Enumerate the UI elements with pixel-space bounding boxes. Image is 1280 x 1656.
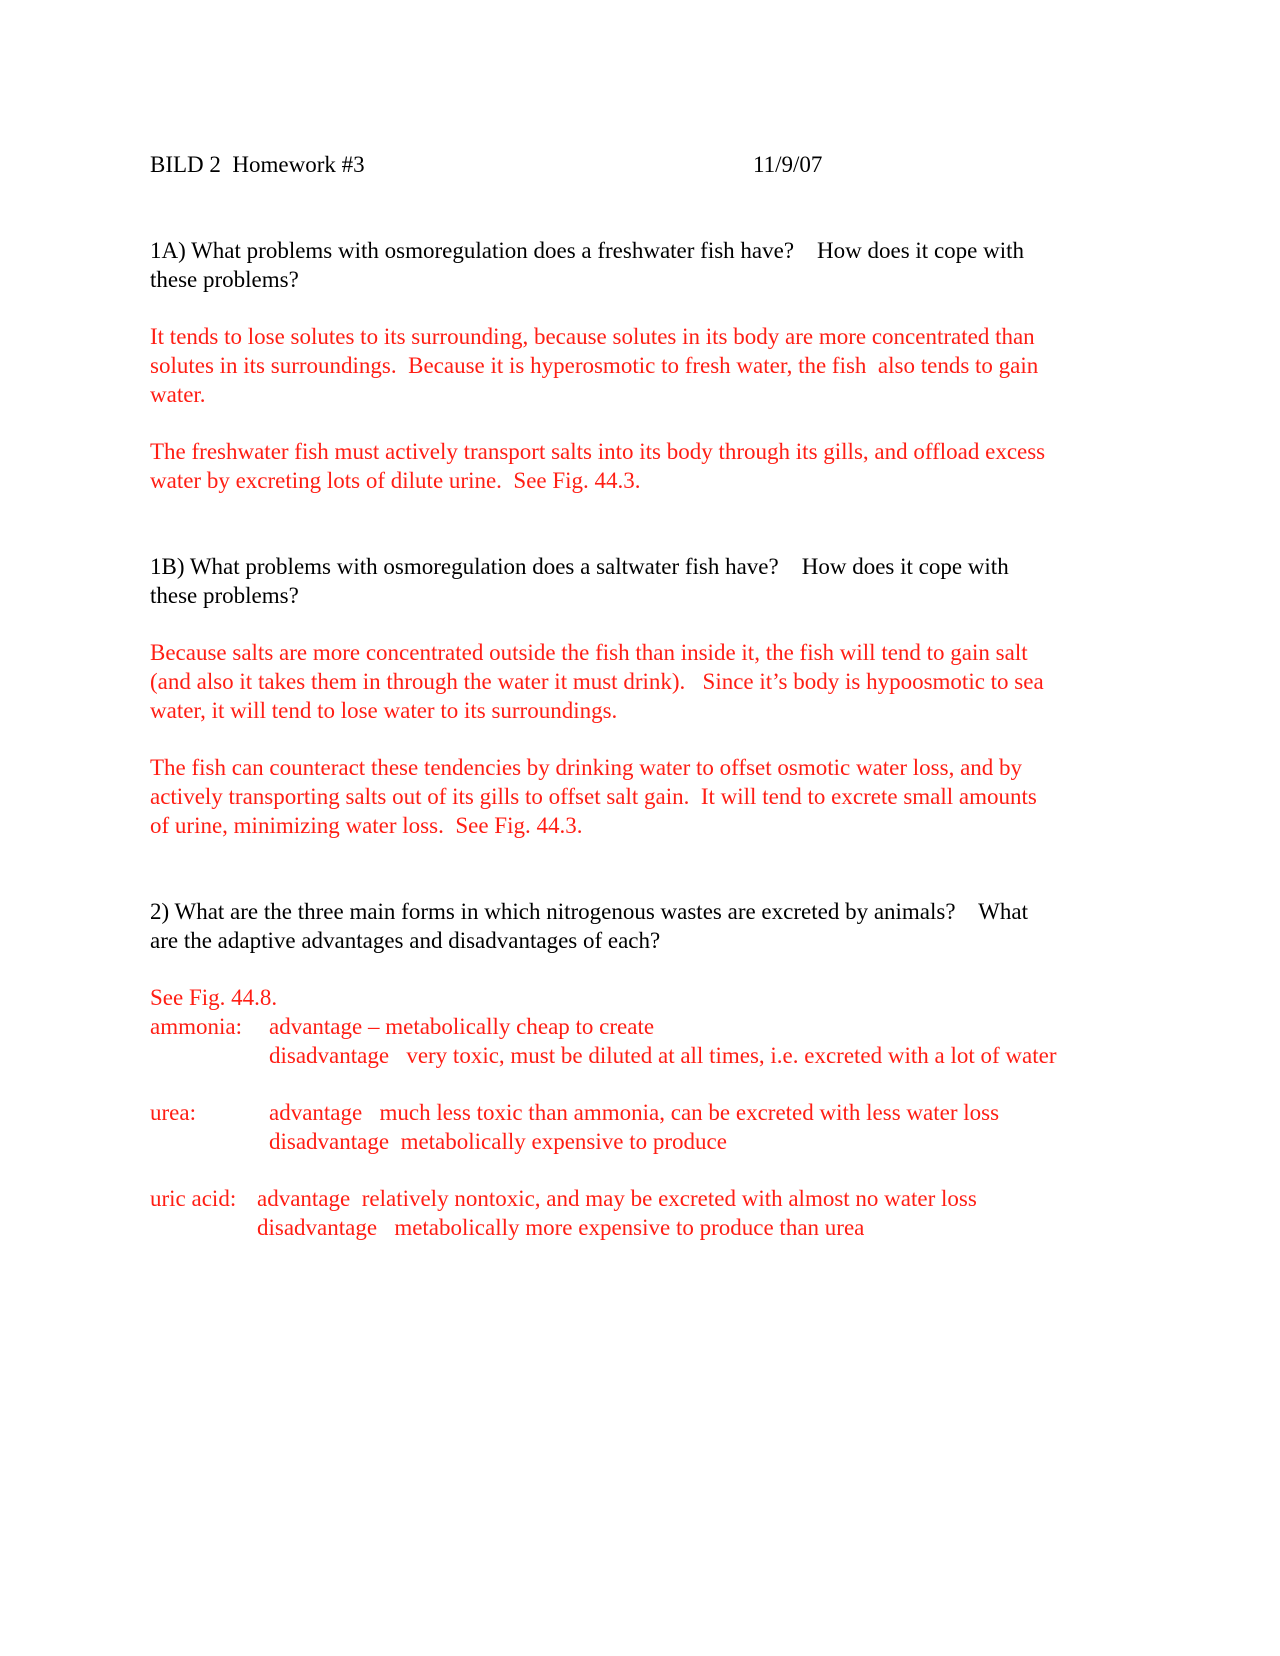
uric-acid-label: uric acid: (150, 1186, 237, 1211)
question-2-line-2: are the adaptive advantages and disadvantages of each? (150, 928, 661, 953)
uric-acid-disadvantage: disadvantage metabolically more expensive to produce than urea (257, 1215, 865, 1240)
answer-1b-p2-line-3: of urine, minimizing water loss. See Fig. 44.3. (150, 813, 583, 838)
urea-label: urea: (150, 1100, 196, 1125)
question-2-line-1: 2) What are the three main forms in which nitrogenous wastes are excreted by animals? What (150, 899, 1028, 924)
ammonia-label: ammonia: (150, 1014, 242, 1039)
question-1a-line-2: these problems? (150, 267, 299, 292)
ammonia-disadvantage: disadvantage very toxic, must be diluted at all times, i.e. excreted with a lot of water (269, 1043, 1057, 1068)
answer-1a-p2-line-1: The freshwater fish must actively transport salts into its body through its gills, and offload excess (150, 439, 1046, 464)
question-1b-line-2: these problems? (150, 583, 299, 608)
answer-1b-p2-line-2: actively transporting salts out of its gills to offset salt gain. It will tend to excrete small amounts (150, 784, 1037, 809)
answer-1a-p1-line-1: It tends to lose solutes to its surrounding, because solutes in its body are more concentrated than (150, 324, 1035, 349)
ammonia-advantage: advantage – metabolically cheap to create (269, 1014, 655, 1039)
answer-1b-p1-line-2: (and also it takes them in through the water it must drink). Since it’s body is hypoosmotic to sea (150, 669, 1044, 694)
answer-1b-p2-line-1: The fish can counteract these tendencies by drinking water to offset osmotic water loss, and by (150, 755, 1023, 780)
answer-1b-p1-line-1: Because salts are more concentrated outside the fish than inside it, the fish will tend to gain salt (150, 640, 1028, 665)
answer-1a-p1-line-3: water. (150, 382, 206, 407)
urea-disadvantage: disadvantage metabolically expensive to produce (269, 1129, 727, 1154)
answer-2-see-fig: See Fig. 44.8. (150, 985, 278, 1010)
answer-1a-p1-line-2: solutes in its surroundings. Because it is hyperosmotic to fresh water, the fish also tends to gain (150, 353, 1039, 378)
answer-1b-p1-line-3: water, it will tend to lose water to its surroundings. (150, 698, 618, 723)
assignment-date: 11/9/07 (753, 152, 823, 177)
question-1b-line-1: 1B) What problems with osmoregulation does a saltwater fish have? How does it cope with (150, 554, 1009, 579)
answer-1a-p2-line-2: water by excreting lots of dilute urine. See Fig. 44.3. (150, 468, 641, 493)
urea-advantage: advantage much less toxic than ammonia, can be excreted with less water loss (269, 1100, 1000, 1125)
course-title: BILD 2 Homework #3 (150, 152, 365, 177)
uric-acid-advantage: advantage relatively nontoxic, and may be excreted with almost no water loss (257, 1186, 977, 1211)
question-1a-line-1: 1A) What problems with osmoregulation does a freshwater fish have? How does it cope with (150, 238, 1024, 263)
